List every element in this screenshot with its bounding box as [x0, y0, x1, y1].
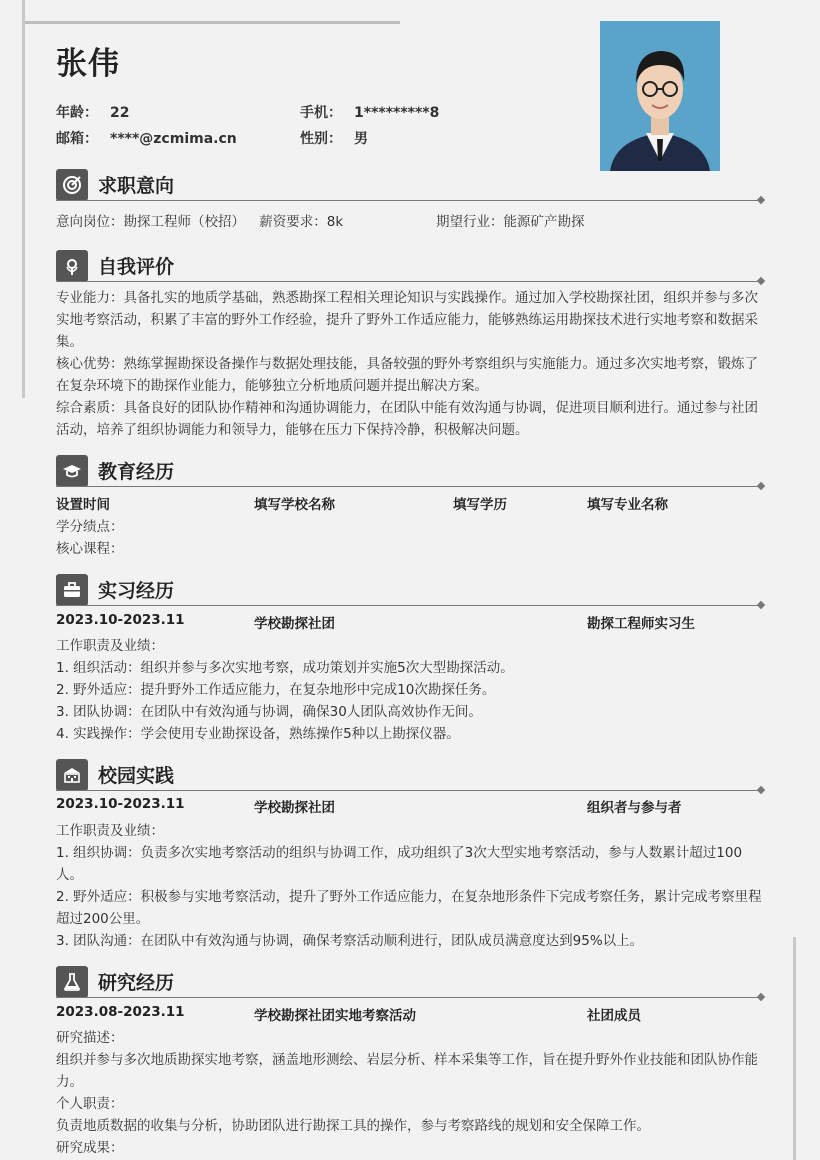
section-title: 教育经历: [98, 461, 175, 483]
section-divider: [56, 605, 760, 606]
section-campus-header: [56, 759, 764, 793]
section-title: 研究经历: [98, 972, 175, 994]
section-divider: [56, 200, 760, 201]
research-duty: 负责地质数据的收集与分析，协助团队进行勘探工具的操作，参与考察路线的规划和安全保障工作。: [56, 1118, 650, 1134]
internship-row: [56, 612, 766, 634]
self-eval-quality: 综合素质：具备良好的团队协作精神和沟通协调能力，在团队中能有效沟通与协调，促进项目顺利进行。通过参与社团活动，培养了组织协调能力和领导力，能够在压力下保持冷静，积极解决问题。: [56, 400, 758, 438]
building-icon: [56, 759, 88, 791]
email-field: 邮箱： ****@zcmima.cn: [56, 131, 237, 147]
avatar: [600, 21, 720, 171]
campus-row: [56, 796, 766, 818]
internship-time: 2023.10-2023.11: [56, 612, 185, 628]
section-education-header: [56, 455, 764, 489]
section-title: 求职意向: [98, 175, 175, 197]
section-divider-end: [757, 196, 765, 204]
flask-icon: [56, 966, 88, 998]
section-self-eval-header: [56, 250, 764, 284]
section-divider-end: [757, 786, 765, 794]
intent-position: 意向岗位：勘探工程师（校招）: [56, 214, 245, 230]
campus-time: 2023.10-2023.11: [56, 796, 185, 812]
section-divider-end: [757, 993, 765, 1001]
gender-field: 性别： 男: [300, 131, 368, 147]
section-intent-header: [56, 169, 764, 203]
list-item: 4. 实践操作：学会使用专业勘探设备，熟练操作5种以上勘探仪器。: [56, 726, 460, 742]
research-result-label: 研究成果：: [56, 1140, 124, 1156]
list-item: 3. 团队沟通：在团队中有效沟通与协调，确保考察活动顺利进行，团队成员满意度达到95%以上。: [56, 933, 644, 949]
internship-role: 勘探工程师实习生: [587, 616, 695, 632]
campus-role: 组织者与参与者: [587, 800, 682, 816]
list-item: 2. 野外适应：提升野外工作适应能力，在复杂地形中完成10次勘探任务。: [56, 682, 496, 698]
section-internship-header: [56, 574, 764, 608]
section-title: 校园实践: [98, 765, 175, 787]
section-research-header: [56, 966, 764, 1000]
section-divider: [56, 486, 760, 487]
self-eval-strength: 核心优势：熟练掌握勘探设备操作与数据处理技能，具备较强的野外考察组织与实施能力。通过多次实地考察，锻炼了在复杂环境下的勘探作业能力，能够独立分析地质问题并提出解决方案。: [56, 356, 758, 394]
research-desc-label: 研究描述：: [56, 1030, 124, 1046]
education-gpa: 学分绩点：: [56, 519, 124, 535]
education-major: 填写专业名称: [587, 497, 668, 513]
intent-row: [56, 211, 766, 233]
briefcase-icon: [56, 574, 88, 606]
list-item: 3. 团队协调：在团队中有效沟通与协调，确保30人团队高效协作无间。: [56, 704, 482, 720]
section-divider-end: [757, 277, 765, 285]
decor-left-line: [22, 0, 25, 398]
research-row: [56, 1004, 766, 1026]
age-field: 年龄： 22: [56, 105, 130, 121]
education-time: 设置时间: [56, 497, 110, 513]
list-item: 2. 野外适应：积极参与实地考察活动，提升了野外工作适应能力，在复杂地形条件下完成考察任务，累计完成考察里程超过200公里。: [56, 889, 762, 927]
research-time: 2023.08-2023.11: [56, 1004, 185, 1020]
candidate-name: 张伟: [56, 46, 120, 82]
graduation-cap-icon: [56, 455, 88, 487]
research-org: 学校勘探社团实地考察活动: [254, 1008, 416, 1024]
decor-top-line: [24, 21, 400, 24]
section-divider: [56, 997, 760, 998]
intent-industry: 期望行业：能源矿产勘探: [436, 214, 585, 230]
section-title: 自我评价: [98, 256, 175, 278]
research-role: 社团成员: [587, 1008, 641, 1024]
section-divider: [56, 281, 760, 282]
campus-duty-label: 工作职责及业绩：: [56, 823, 164, 839]
section-divider-end: [757, 482, 765, 490]
section-divider: [56, 790, 760, 791]
internship-org: 学校勘探社团: [254, 616, 335, 632]
education-degree: 填写学历: [453, 497, 507, 513]
decor-right-line: [793, 937, 796, 1160]
target-icon: [56, 169, 88, 201]
intent-salary: 薪资要求：8k: [259, 214, 344, 230]
education-courses: 核心课程：: [56, 541, 124, 557]
research-duty-label: 个人职责：: [56, 1096, 124, 1112]
list-item: 1. 组织协调：负责多次实地考察活动的组织与协调工作，成功组织了3次大型实地考察活动，参与人数累计超过100人。: [56, 845, 743, 883]
education-row: [56, 493, 766, 515]
section-title: 实习经历: [98, 580, 175, 602]
research-desc: 组织并参与多次地质勘探实地考察，涵盖地形测绘、岩层分析、样本采集等工作，旨在提升野外作业技能和团队协作能力。: [56, 1052, 758, 1090]
campus-org: 学校勘探社团: [254, 800, 335, 816]
education-school: 填写学校名称: [254, 497, 335, 513]
section-divider-end: [757, 601, 765, 609]
flower-icon: [56, 250, 88, 282]
phone-field: 手机： 1*********8: [300, 105, 440, 121]
internship-duty-label: 工作职责及业绩：: [56, 638, 164, 654]
self-eval-professional: 专业能力：具备扎实的地质学基础，熟悉勘探工程相关理论知识与实践操作。通过加入学校勘探社团，组织并参与多次实地考察活动，积累了丰富的野外工作经验，提升了野外工作适应能力，能够熟练运用勘探技术进行实地考察和数据采集。: [56, 290, 758, 350]
list-item: 1. 组织活动：组织并参与多次实地考察，成功策划并实施5次大型勘探活动。: [56, 660, 514, 676]
